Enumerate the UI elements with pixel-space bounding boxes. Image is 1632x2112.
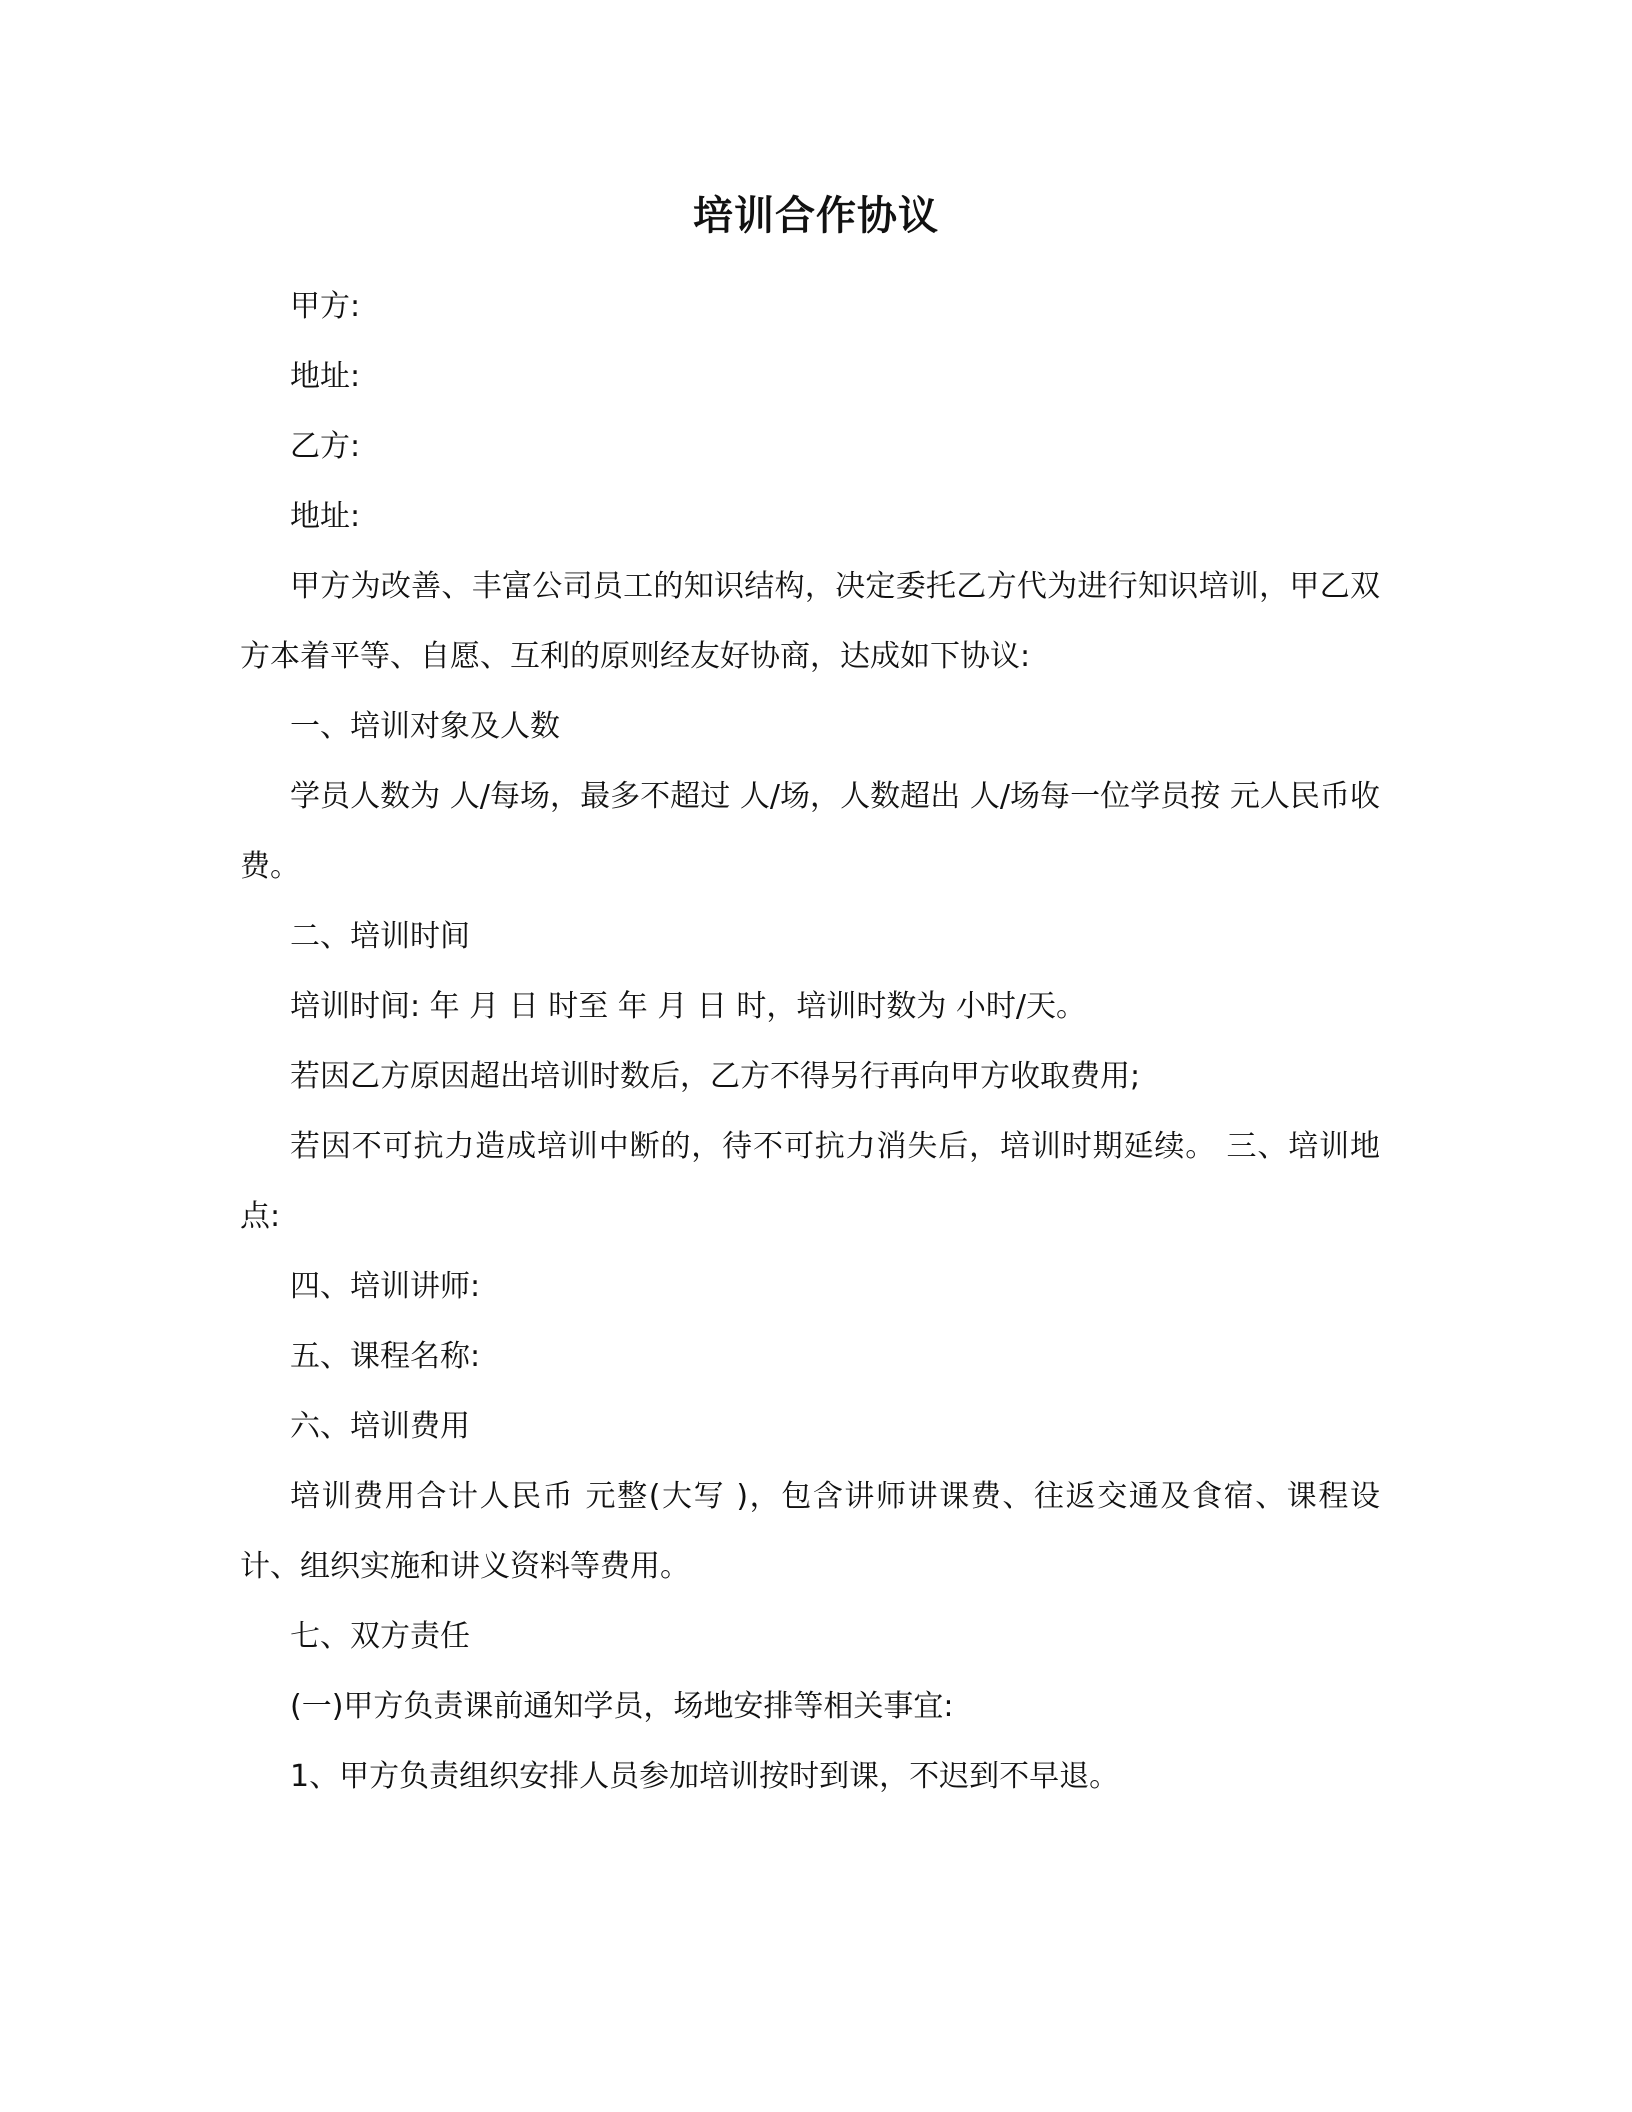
force-majeure-paragraph: 若因不可抗力造成培训中断的，待不可抗力消失后，培训时期延续。 三、培训地点:	[240, 1129, 1380, 1234]
responsibility-item-1: 1、甲方负责组织安排人员参加培训按时到课，不迟到不早退。	[290, 1759, 1120, 1794]
overtime-paragraph: 若因乙方原因超出培训时数后，乙方不得另行再向甲方收取费用;	[290, 1059, 1141, 1094]
party-a-label: 甲方:	[290, 289, 361, 324]
fees-paragraph: 培训费用合计人民币 元整(大写 )，包含讲师讲课费、往返交通及食宿、课程设计、组织实施和讲义资料等费用。	[240, 1479, 1380, 1584]
section-heading-trainees: 一、培训对象及人数	[290, 709, 560, 744]
section-heading-lecturer: 四、培训讲师:	[290, 1269, 481, 1304]
document-title: 培训合作协议	[693, 193, 939, 239]
section-heading-time: 二、培训时间	[290, 919, 470, 954]
section-heading-fees: 六、培训费用	[290, 1409, 470, 1444]
preamble-paragraph: 甲方为改善、丰富公司员工的知识结构，决定委托乙方代为进行知识培训，甲乙双方本着平等、自愿、互利的原则经友好协商，达成如下协议:	[240, 569, 1380, 674]
party-b-label: 乙方:	[290, 429, 361, 464]
responsibility-subheading-party-a: (一)甲方负责课前通知学员，场地安排等相关事宜:	[290, 1689, 954, 1724]
party-b-address-label: 地址:	[290, 499, 361, 534]
section-heading-responsibilities: 七、双方责任	[290, 1619, 470, 1654]
document-body	[240, 272, 1380, 1812]
training-time-paragraph: 培训时间: 年 月 日 时至 年 月 日 时，培训时数为 小时/天。	[290, 989, 1087, 1024]
section-heading-course-name: 五、课程名称:	[290, 1339, 481, 1374]
party-a-address-label: 地址:	[290, 359, 361, 394]
trainee-count-paragraph: 学员人数为 人/每场，最多不超过 人/场，人数超出 人/场每一位学员按 元人民币收费。	[240, 779, 1380, 884]
